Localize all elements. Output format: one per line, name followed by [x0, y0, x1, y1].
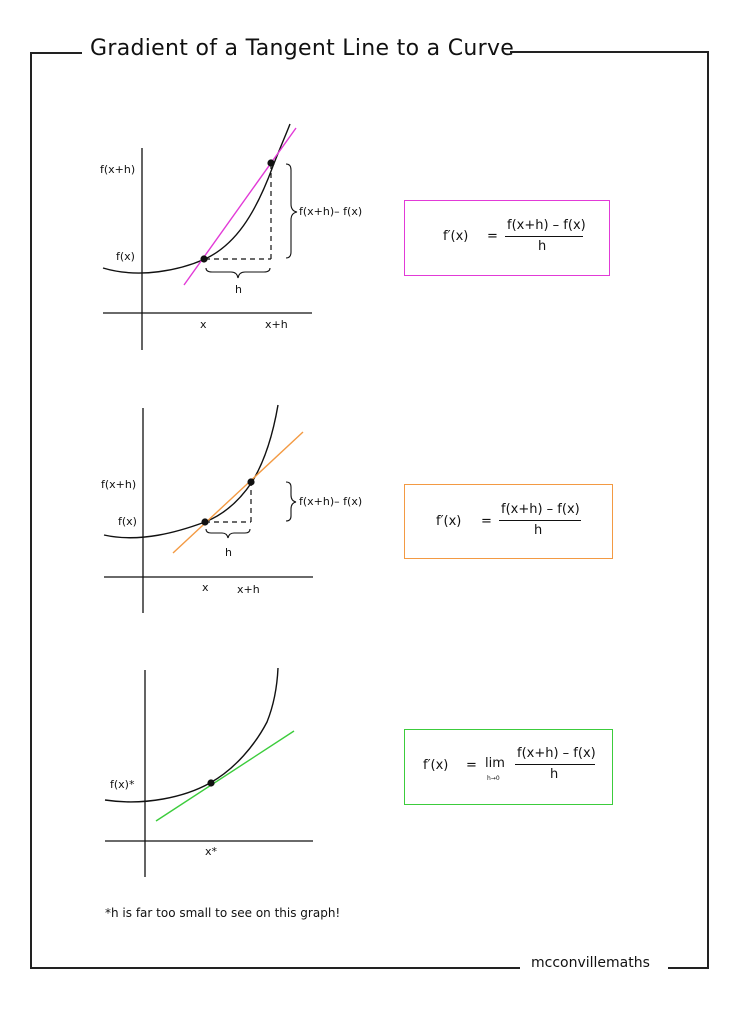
formula-box-2	[404, 484, 613, 559]
panel-3-label-fx: f(x)*	[110, 778, 135, 791]
page-title: Gradient of a Tangent Line to a Curve	[90, 36, 515, 61]
panel-2-secant-line	[173, 432, 303, 553]
formula-box-3	[404, 729, 613, 805]
panel-1-label-fx: f(x)	[116, 250, 135, 263]
formula-2-fraction-bar	[499, 520, 581, 521]
formula-3-lhs: f′(x)	[423, 758, 449, 773]
panel-2-label-xh: x+h	[237, 583, 260, 596]
panel-1-point-xh	[267, 159, 274, 166]
panel-2-label-h: h	[225, 546, 232, 559]
panel-1-label-h: h	[235, 283, 242, 296]
formula-3-limit: lim	[485, 756, 505, 771]
formula-1-fraction-bar	[505, 236, 583, 237]
panel-1-h-brace	[206, 268, 270, 278]
formula-2-lhs: f′(x)	[436, 514, 462, 529]
panel-1-point-x	[200, 255, 207, 262]
panel-3-tangent-line	[156, 731, 294, 821]
panel-2-graph	[101, 405, 362, 613]
formula-3-equals: =	[466, 758, 477, 773]
panel-1-label-xh: x+h	[265, 318, 288, 331]
panel-1-label-fxh: f(x+h)	[100, 163, 136, 176]
panel-1-label-diff: f(x+h)– f(x)	[299, 205, 363, 218]
footer-signature: mcconvillemaths	[531, 955, 650, 971]
panel-1-graph	[100, 124, 362, 350]
formula-2-equals: =	[481, 514, 492, 529]
panel-3-point-x	[207, 779, 214, 786]
formula-3-numerator: f(x+h) – f(x)	[517, 746, 596, 761]
panel-2-h-brace	[206, 529, 250, 538]
panel-2-label-fx: f(x)	[118, 515, 137, 528]
formula-1-lhs: f′(x)	[443, 229, 469, 244]
panel-2-label-diff: f(x+h)– f(x)	[299, 495, 363, 508]
panel-3-graph	[105, 668, 313, 877]
panel-2-point-x	[201, 518, 208, 525]
footnote: *h is far too small to see on this graph!	[105, 906, 341, 920]
panel-3-label-x: x*	[205, 845, 218, 858]
formula-1-equals: =	[487, 229, 498, 244]
panel-1-label-x: x	[200, 318, 207, 331]
panel-2-label-fxh: f(x+h)	[101, 478, 137, 491]
panel-2-label-x: x	[202, 581, 209, 594]
panel-2-point-xh	[247, 478, 254, 485]
formula-1-denominator: h	[538, 239, 547, 254]
formula-3-limit-subscript: h→0	[487, 775, 500, 782]
formula-3-denominator: h	[550, 767, 559, 782]
formula-1-numerator: f(x+h) – f(x)	[507, 218, 586, 233]
formula-2-numerator: f(x+h) – f(x)	[501, 502, 580, 517]
formula-box-1	[404, 200, 610, 276]
panel-2-rise-brace	[286, 482, 296, 521]
panel-1-rise-brace	[286, 164, 297, 258]
panel-1-secant-line	[184, 128, 296, 285]
formula-2-denominator: h	[534, 523, 543, 538]
formula-3-fraction-bar	[515, 764, 595, 765]
